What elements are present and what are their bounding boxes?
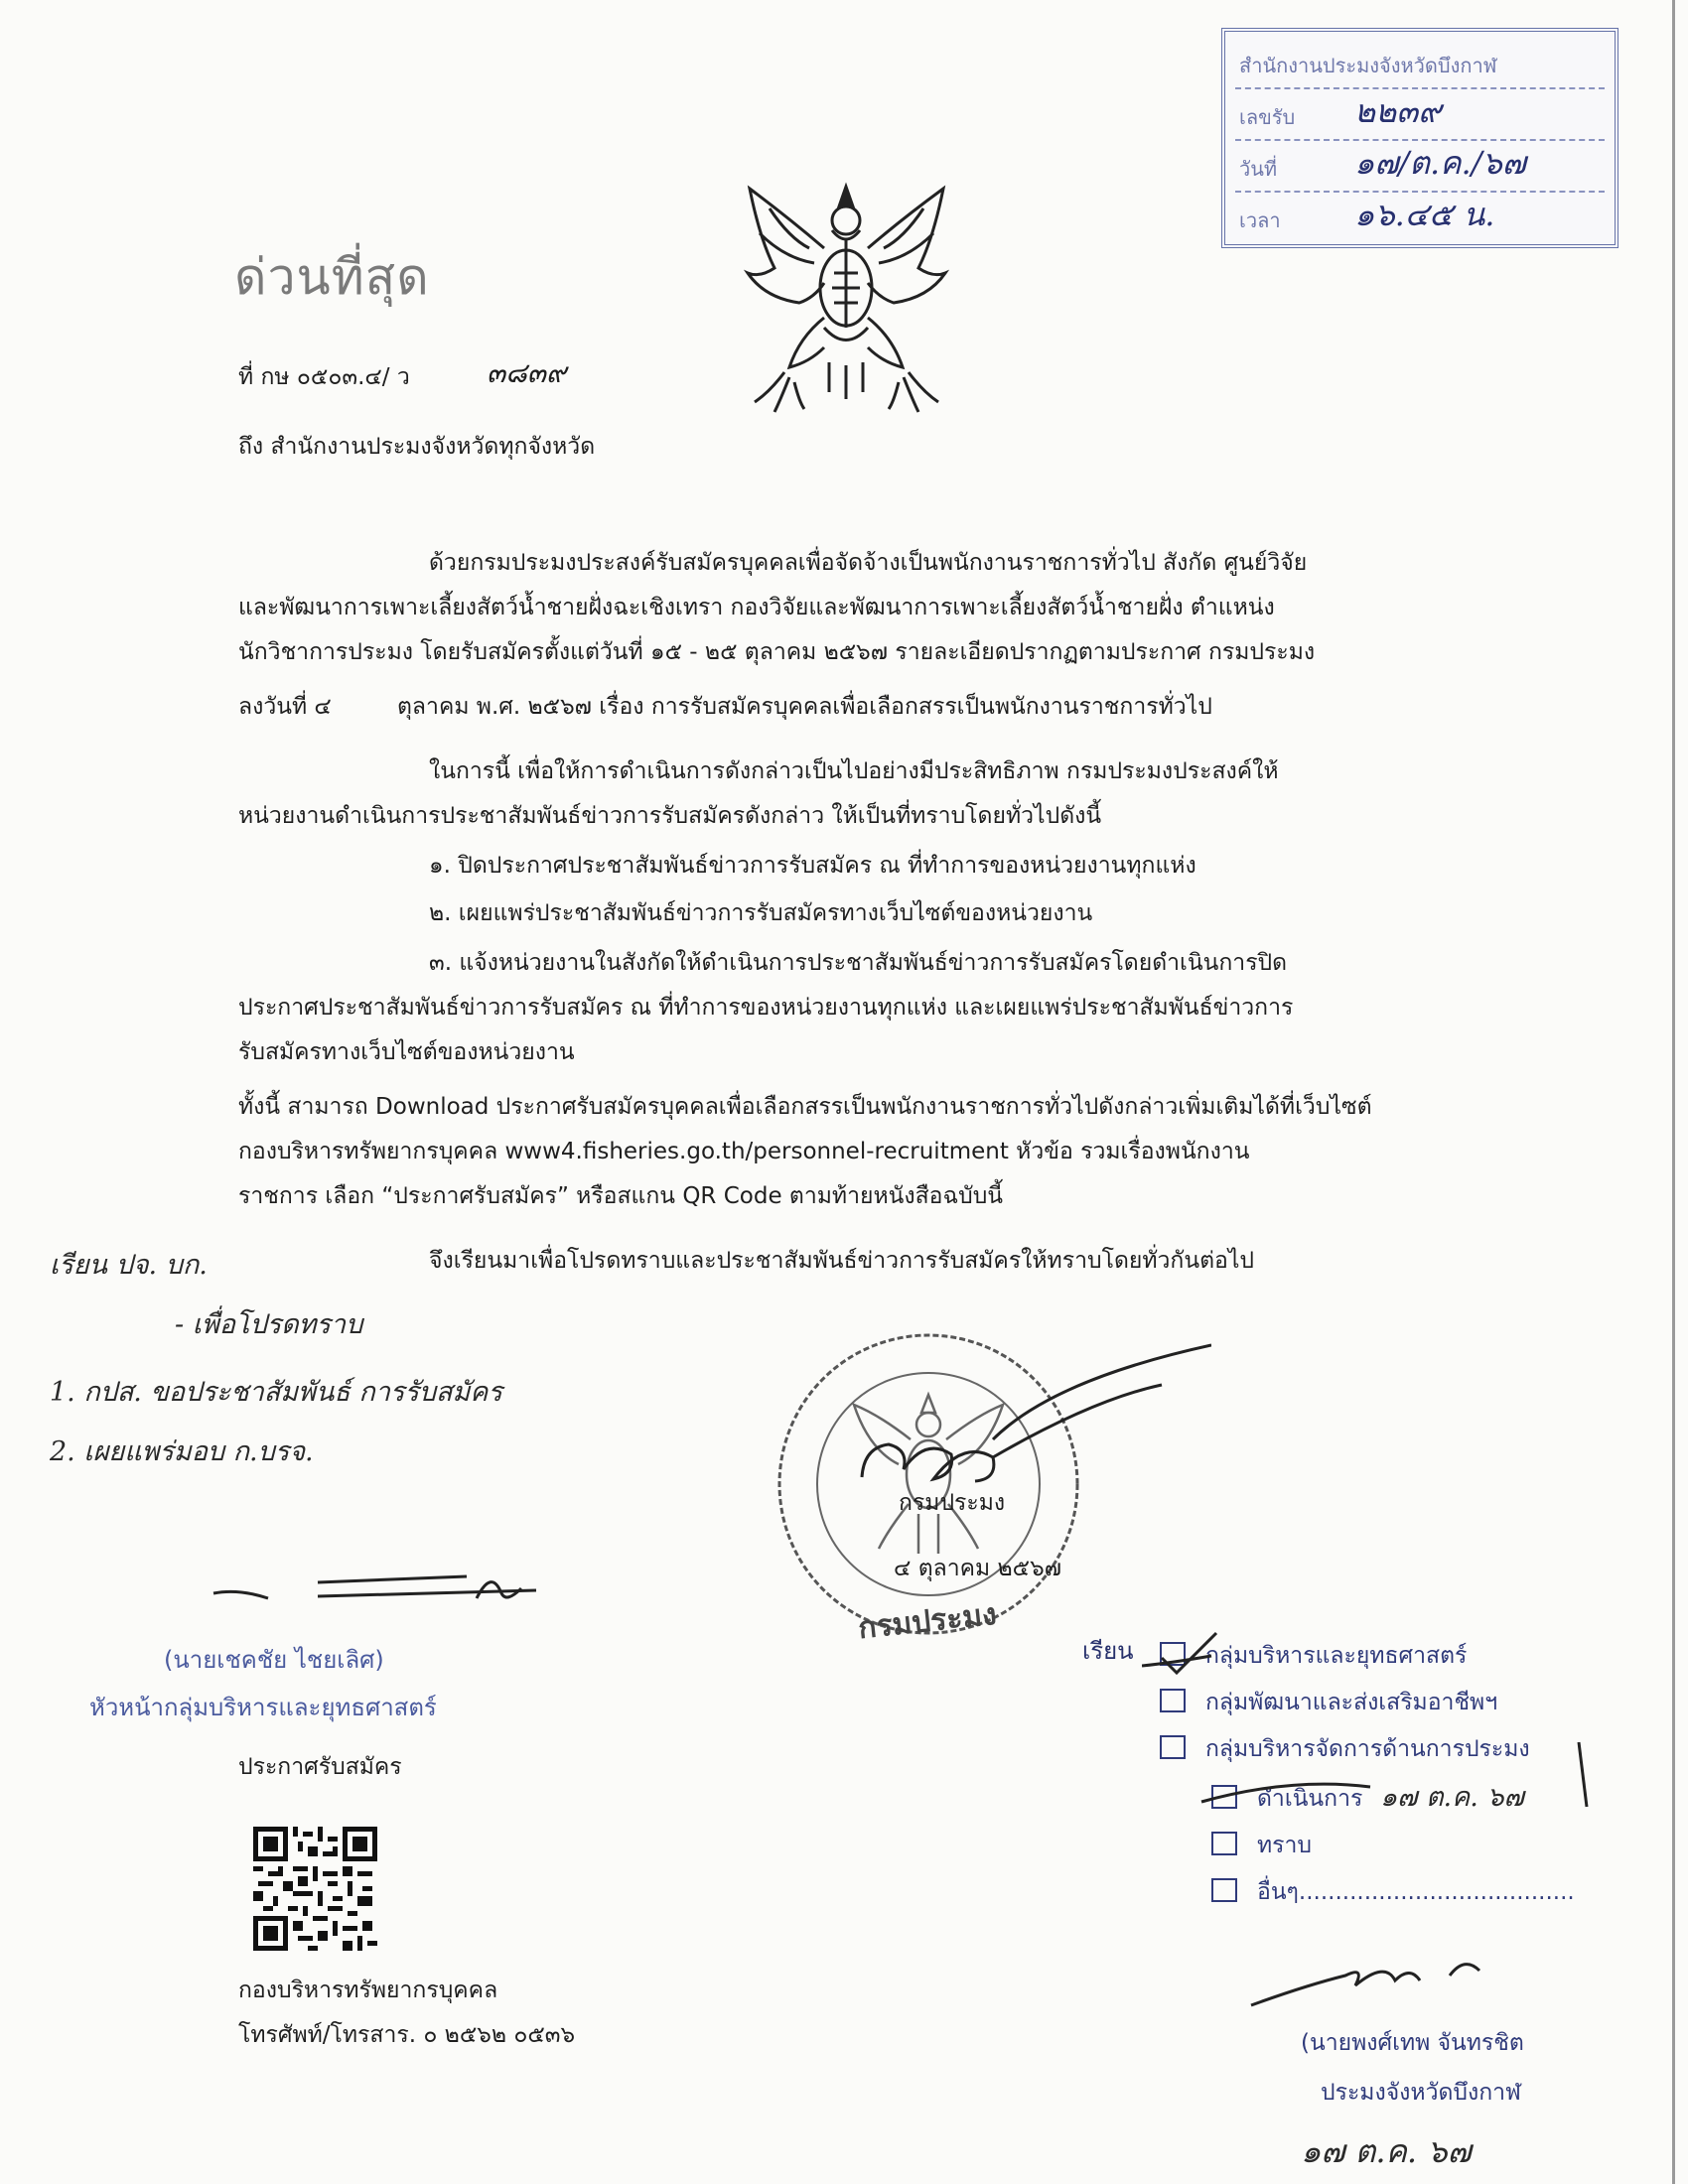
routing-checkmarks: [1142, 1628, 1618, 1926]
list-item-1: ๑. ปิดประกาศประชาสัมพันธ์ข่าวการรับสมัคร ณ ที่ทำการของหน่วยงานทุกแห่ง: [429, 853, 1196, 879]
stamp-number-label: เลขรับ: [1239, 105, 1296, 129]
download-note-line-1: ทั้งนี้ สามารถ Download ประกาศรับสมัครบุคคลเพื่อเลือกสรรเป็นพนักงานราชการทั่วไปดังกล่าวเพิ่มเติมได้ที่เว็บไซต์: [238, 1094, 1372, 1120]
download-note-line-3: ราชการ เลือก “ประกาศรับสมัคร” หรือสแกน QR Code ตามท้ายหนังสือฉบับนี้: [238, 1183, 1004, 1209]
stamp-office-row: [1235, 36, 1605, 89]
stamp-time-row: [1235, 191, 1605, 242]
urgency-label: ด่วนที่สุด: [234, 248, 430, 306]
left-signer-name: (นายเชคชัย ไชยเลิศ): [164, 1646, 384, 1674]
handwritten-note-line-2: - เพื่อโปรดทราบ: [175, 1309, 363, 1340]
page-edge-line: [1672, 0, 1675, 2184]
qr-code: [253, 1827, 377, 1951]
routing-option-label: กลุ่มบริหารและยุทธศาสตร์: [1205, 1643, 1468, 1669]
stamp-number-value: ๒๒๓๙: [1354, 92, 1442, 130]
document-reference-number: ๓๘๓๙: [487, 356, 567, 389]
left-signer-title: หัวหน้ากลุ่มบริหารและยุทธศาสตร์: [89, 1694, 437, 1721]
routing-option-label: กลุ่มพัฒนาและส่งเสริมอาชีพฯ: [1205, 1690, 1498, 1715]
handwritten-note-line-1: เรียน ปจ. บก.: [50, 1250, 208, 1281]
recipient-line: ถึง สำนักงานประมงจังหวัดทุกจังหวัด: [238, 434, 596, 460]
handwritten-note-line-3: 1. กปส. ขอประชาสัมพันธ์ การรับสมัคร: [50, 1377, 502, 1408]
list-item-3-line-1: ๓. แจ้งหน่วยงานในสังกัดให้ดำเนินการประชาสัมพันธ์ข่าวการรับสมัครโดยดำเนินการปิด: [429, 950, 1288, 976]
stamp-time-value: ๑๖.๔๕ น.: [1354, 196, 1495, 233]
routing-label: เรียน: [1082, 1637, 1134, 1665]
receipt-stamp: [1221, 28, 1618, 248]
handwritten-note-line-4: 2. เผยแพร่มอบ ก.บรจ.: [50, 1436, 314, 1467]
stamp-number-row: [1235, 87, 1605, 141]
division-name: กองบริหารทรัพยากรบุคคล: [238, 1978, 498, 2003]
list-item-3-line-2: ประกาศประชาสัมพันธ์ข่าวการรับสมัคร ณ ที่ทำการของหน่วยงานทุกแห่ง และเผยแพร่ประชาสัมพันธ์ข่าวการ: [238, 995, 1294, 1021]
body-paragraph-1-line-4: ตุลาคม พ.ศ. ๒๕๖๗ เรื่อง การรับสมัครบุคคลเพื่อเลือกสรรเป็นพนักงานราชการทั่วไป: [397, 694, 1212, 720]
left-signature: [209, 1559, 536, 1618]
seal-text: กรมประมง: [856, 1596, 999, 1647]
routing-option-label: กลุ่มบริหารจัดการด้านการประมง: [1205, 1736, 1530, 1762]
body-paragraph-1-line-1: ด้วยกรมประมงประสงค์รับสมัครบุคคลเพื่อจัดจ้างเป็นพนักงานราชการทั่วไป สังกัด ศูนย์วิจัย: [429, 550, 1308, 576]
division-phone: โทรศัพท์/โทรสาร. ๐ ๒๕๖๒ ๐๕๓๖: [238, 2022, 576, 2048]
routing-option-label: ดำเนินการ: [1257, 1786, 1363, 1812]
download-note-line-2: กองบริหารทรัพยากรบุคคล www4.fisheries.go.th/personnel-recruitment หัวข้อ รวมเรื่องพนักงาน: [238, 1139, 1250, 1164]
list-item-3-line-3: รับสมัครทางเว็บไซต์ของหน่วยงาน: [238, 1039, 575, 1065]
stamp-date-label: วันที่: [1239, 157, 1278, 181]
routing-handwritten-date: ๑๗ ต.ค. ๖๗: [1380, 1782, 1524, 1813]
stamp-date-row: [1235, 139, 1605, 193]
issuer-name: กรมประมง: [899, 1490, 1006, 1516]
stamp-date-value: ๑๗/ต.ค./๖๗: [1354, 144, 1526, 182]
body-paragraph-1-line-2: และพัฒนาการเพาะเลี้ยงสัตว์น้ำชายฝั่งฉะเชิงเทรา กองวิจัยและพัฒนาการเพาะเลี้ยงสัตว์น้ำชายฝั่ง ตำแหน่ง: [238, 595, 1275, 620]
issue-date: ๔ ตุลาคม ๒๕๖๗: [894, 1556, 1061, 1581]
body-paragraph-1-line-4-date: ลงวันที่ ๔: [238, 694, 332, 720]
closing-sentence: จึงเรียนมาเพื่อโปรดทราบและประชาสัมพันธ์ข่าวการรับสมัครให้ทราบโดยทั่วกันต่อไป: [429, 1248, 1254, 1274]
handwritten-date-bottom: ๑๗ ต.ค. ๖๗: [1301, 2132, 1472, 2170]
body-paragraph-1-line-3: นักวิชาการประมง โดยรับสมัครตั้งแต่วันที่ ๑๕ - ๒๕ ตุลาคม ๒๕๖๗ รายละเอียดปรากฏตามประกาศ กรมประมง: [238, 639, 1316, 665]
stamp-office-label: สำนักงานประมงจังหวัดบึงกาฬ: [1239, 54, 1497, 77]
routing-option-label: อื่นๆ......................................: [1257, 1879, 1575, 1905]
stamp-time-label: เวลา: [1239, 208, 1281, 232]
list-item-2: ๒. เผยแพร่ประชาสัมพันธ์ข่าวการรับสมัครทางเว็บไซต์ของหน่วยงาน: [429, 900, 1093, 926]
right-signer-title: ประมงจังหวัดบึงกาฬ: [1321, 2080, 1521, 2106]
document-reference-label: ที่ กษ ๐๕๐๓.๔/ ว: [238, 364, 410, 390]
right-signer-name: (นายพงศ์เทพ จันทรชิต: [1301, 2030, 1524, 2056]
body-paragraph-2-line-2: หน่วยงานดำเนินการประชาสัมพันธ์ข่าวการรับสมัครดังกล่าว ให้เป็นที่ทราบโดยทั่วไปดังนี้: [238, 803, 1102, 829]
routing-option-label: ทราบ: [1257, 1833, 1313, 1858]
right-signature: [1246, 1946, 1544, 2015]
garuda-emblem: [730, 179, 963, 417]
announcement-label: ประกาศรับสมัคร: [238, 1754, 402, 1780]
body-paragraph-2-line-1: ในการนี้ เพื่อให้การดำเนินการดังกล่าวเป็นไปอย่างมีประสิทธิภาพ กรมประมงประสงค์ให้: [429, 758, 1279, 784]
